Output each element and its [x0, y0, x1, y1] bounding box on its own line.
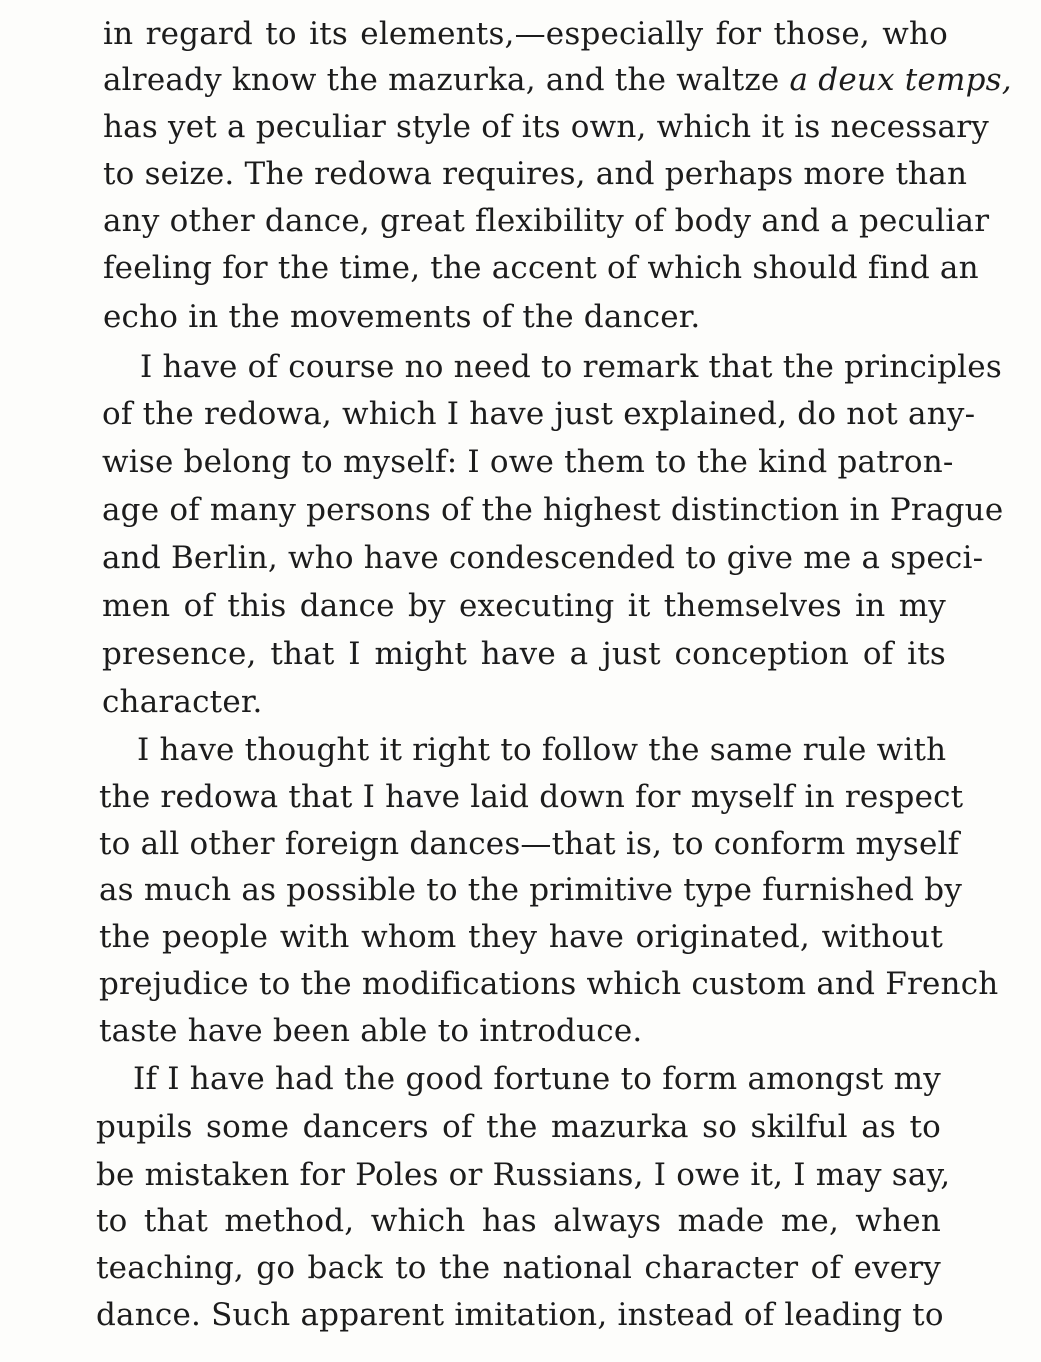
text-line-16: I have thought it right to follow the same rule with [137, 732, 947, 768]
text-line-14: presence, that I might have a just conception of its [102, 636, 946, 672]
text-line-6: feeling for the time, the accent of which should find an [103, 250, 979, 286]
text-line-17: the redowa that I have laid down for myself in respect [99, 779, 964, 815]
text-line-2-roman: already know the mazurka, and the waltze [103, 62, 790, 98]
text-line-25: be mistaken for Poles or Russians, I owe it, I may say, [96, 1157, 951, 1193]
text-line-13: men of this dance by executing it themselves in my [102, 588, 946, 624]
text-line-22: taste have been able to introduce. [99, 1013, 643, 1049]
text-line-2 [103, 59, 1012, 101]
text-line-10: wise belong to myself: I owe them to the kind patron- [102, 444, 954, 480]
text-line-19: as much as possible to the primitive type furnished by [99, 872, 963, 908]
text-line-9: of the redowa, which I have just explained, do not any- [102, 396, 976, 432]
text-line-24: pupils some dancers of the mazurka so skilful as to [96, 1109, 941, 1145]
text-line-26: to that method, which has always made me, when [96, 1203, 941, 1239]
text-line-12: and Berlin, who have condescended to give me a speci- [102, 540, 984, 576]
text-line-8: I have of course no need to remark that the principles [140, 349, 1002, 385]
text-line-21: prejudice to the modifications which custom and French [99, 966, 999, 1002]
text-line-28: dance. Such apparent imitation, instead of leading to [96, 1297, 944, 1333]
text-line-1: in regard to its elements,—especially for those, who [103, 16, 948, 52]
text-line-3: has yet a peculiar style of its own, which it is necessary [103, 109, 989, 145]
text-line-5: any other dance, great flexibility of body and a peculiar [103, 203, 990, 239]
text-line-7: echo in the movements of the dancer. [103, 299, 701, 335]
text-line-20: the people with whom they have originated, without [99, 919, 943, 955]
text-line-15: character. [102, 684, 263, 720]
text-line-18: to all other foreign dances—that is, to conform myself [99, 826, 960, 862]
text-line-11: age of many persons of the highest distinction in Prague [102, 492, 1004, 528]
italic-phrase: a deux temps, [789, 62, 1012, 98]
text-line-27: teaching, go back to the national character of every [96, 1250, 941, 1286]
text-line-4: to seize. The redowa requires, and perhaps more than [103, 156, 968, 192]
text-line-23: If I have had the good fortune to form amongst my [133, 1061, 941, 1097]
